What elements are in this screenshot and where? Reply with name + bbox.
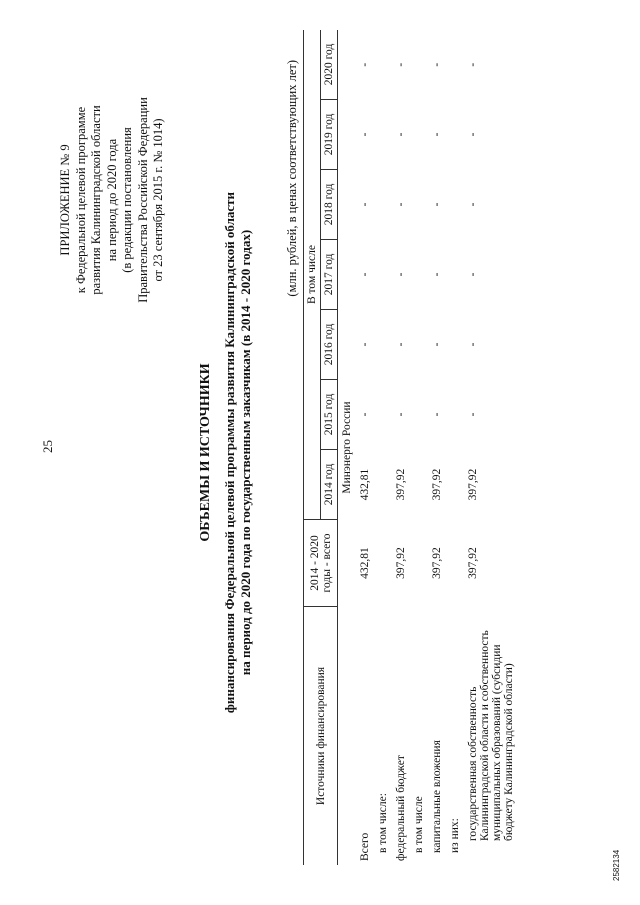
cell-value: - bbox=[431, 272, 443, 277]
appendix-line: ПРИЛОЖЕНИЕ № 9 bbox=[58, 144, 72, 256]
row-total: 432,81 bbox=[359, 547, 371, 579]
page-number: 25 bbox=[40, 440, 55, 453]
table-row bbox=[446, 30, 464, 865]
customer-name: Минэнерго России bbox=[341, 401, 353, 494]
appendix-line: на период до 2020 года bbox=[104, 138, 119, 262]
financing-table bbox=[303, 30, 518, 865]
cell-value: - bbox=[359, 202, 371, 207]
document-title: ОБЪЕМЫ И ИСТОЧНИКИ bbox=[198, 363, 213, 542]
header-year: 2018 год bbox=[321, 169, 338, 239]
row-label: в том числе: bbox=[377, 793, 389, 853]
document-id: 2582134 bbox=[612, 849, 621, 881]
row-label: государственная собственность Калининградской области и собственность муниципальных образований (субсидии бюджету Калининградской области) bbox=[467, 630, 515, 841]
appendix-line: Правительства Российской Федерации bbox=[135, 97, 150, 303]
cell-value: - bbox=[395, 62, 407, 67]
header-year: 2016 год bbox=[321, 309, 338, 379]
cell-value: - bbox=[431, 342, 443, 347]
cell-value: - bbox=[467, 412, 479, 417]
cell-value: 397,92 bbox=[395, 468, 407, 501]
table-row bbox=[410, 30, 428, 865]
table-row bbox=[374, 30, 392, 865]
appendix-line: от 23 сентября 2015 г. № 1014) bbox=[151, 118, 165, 282]
appendix-line: к Федеральной целевой программе bbox=[73, 106, 88, 294]
cell-value: - bbox=[467, 132, 479, 137]
table-row bbox=[392, 30, 410, 865]
table-row bbox=[356, 30, 374, 865]
row-label: Всего bbox=[359, 832, 371, 861]
cell-value: - bbox=[467, 62, 479, 67]
cell-value: - bbox=[431, 202, 443, 207]
cell-value: - bbox=[359, 412, 371, 417]
header-year: 2014 год bbox=[321, 449, 338, 519]
row-label: федеральный бюджет bbox=[395, 755, 407, 861]
subtitle-line-2: на период до 2020 года по государственным заказчикам (в 2014 - 2020 годах) bbox=[238, 229, 253, 676]
table-row bbox=[464, 30, 518, 865]
header-year: 2019 год bbox=[321, 99, 338, 169]
header-including: В том числе bbox=[304, 30, 321, 520]
row-total: 397,92 bbox=[395, 547, 407, 579]
table-row bbox=[428, 30, 446, 865]
cell-value: - bbox=[359, 272, 371, 277]
document-subtitle bbox=[222, 0, 254, 905]
cell-value: 397,92 bbox=[467, 468, 479, 501]
cell-value: - bbox=[395, 202, 407, 207]
row-total: 397,92 bbox=[431, 547, 443, 579]
header-source: Источники финансирования bbox=[304, 607, 338, 866]
cell-value: - bbox=[467, 342, 479, 347]
subtitle-line-1: финансирования Федеральной целевой программы развития Калининградской области bbox=[222, 191, 237, 714]
cell-value: - bbox=[359, 342, 371, 347]
row-label: капитальные вложения bbox=[431, 740, 443, 853]
row-total: 397,92 bbox=[467, 547, 479, 579]
cell-value: - bbox=[395, 412, 407, 417]
header-year: 2020 год bbox=[321, 30, 338, 99]
row-label: в том числе bbox=[413, 796, 425, 853]
cell-value: 432,81 bbox=[359, 468, 371, 501]
header-year: 2015 год bbox=[321, 379, 338, 449]
header-total: 2014 - 2020 годы - всего bbox=[304, 520, 338, 607]
units-note: (млн. рублей, в ценах соответствующих лет) bbox=[285, 60, 299, 297]
cell-value: - bbox=[467, 272, 479, 277]
cell-value: - bbox=[431, 412, 443, 417]
cell-value: - bbox=[395, 272, 407, 277]
cell-value: - bbox=[431, 132, 443, 137]
cell-value: - bbox=[431, 62, 443, 67]
cell-value: - bbox=[395, 342, 407, 347]
row-label: из них: bbox=[449, 818, 461, 853]
customer-row bbox=[338, 30, 357, 865]
header-year: 2017 год bbox=[321, 239, 338, 309]
appendix-line: (в редакции постановления bbox=[120, 127, 134, 273]
cell-value: - bbox=[359, 132, 371, 137]
cell-value: - bbox=[467, 202, 479, 207]
appendix-line: развития Калининградской области bbox=[89, 105, 103, 295]
appendix-note bbox=[58, 40, 167, 360]
cell-value: 397,92 bbox=[431, 468, 443, 501]
cell-value: - bbox=[359, 62, 371, 67]
cell-value: - bbox=[395, 132, 407, 137]
